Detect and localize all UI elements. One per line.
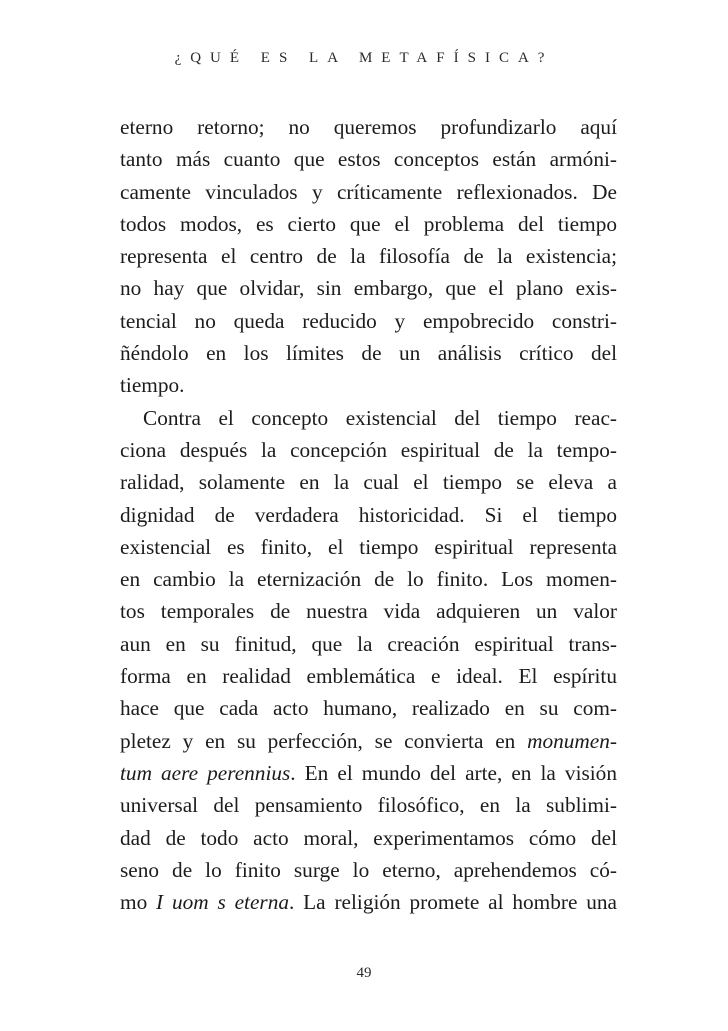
line-text: pletez y en su perfección, se convierta en	[120, 728, 528, 753]
text-line: aun en su finitud, que la creación espiritual trans-	[120, 631, 617, 656]
latin-phrase: tum aere perennius	[120, 760, 291, 785]
text-line: todos modos, es cierto que el problema del tiempo	[120, 211, 617, 236]
line-text: . La religión promete al hombre una	[289, 890, 617, 915]
text-line: ralidad, solamente en la cual el tiempo se eleva a	[120, 470, 617, 495]
text-line: tencial no queda reducido y empobrecido constri-	[120, 308, 617, 333]
running-head: ¿QUÉ ES LA METAFÍSICA?	[174, 50, 554, 66]
text-line: no hay que olvidar, sin embargo, que el plano exis-	[120, 276, 617, 301]
text-line	[120, 725, 617, 757]
italic-phrase: I uom s eterna	[156, 890, 290, 915]
page-number: 49	[356, 965, 372, 981]
text-line	[120, 886, 617, 918]
text-line: representa el centro de la filosofía de la existencia;	[120, 244, 617, 269]
text-line: camente vinculados y críticamente reflexionados. De	[120, 179, 617, 204]
text-line: dignidad de verdadera historicidad. Si el tiempo	[120, 502, 617, 527]
text-line: universal del pensamiento filosófico, en la sublimi-	[120, 793, 617, 818]
latin-phrase: monumen-	[527, 728, 617, 753]
text-line: existencial es finito, el tiempo espiritual representa	[120, 534, 617, 559]
text-line: seno de lo finito surge lo eterno, aprehendemos có-	[120, 857, 617, 882]
text-line	[120, 757, 617, 789]
text-line: ñéndolo en los límites de un análisis crítico del	[120, 341, 617, 366]
text-line: tanto más cuanto que estos conceptos están armóni-	[120, 147, 617, 172]
text-line: dad de todo acto moral, experimentamos cómo del	[120, 825, 617, 850]
text-line: en cambio la eternización de lo finito. Los momen-	[120, 567, 617, 592]
text-line: hace que cada acto humano, realizado en su com-	[120, 696, 617, 721]
paragraph-end-line: tiempo.	[120, 373, 185, 398]
text-line: forma en realidad emblemática e ideal. El espíritu	[120, 664, 617, 689]
text-line: ciona después la concepción espiritual de la tempo-	[120, 437, 617, 462]
line-text: mo	[120, 890, 157, 915]
paragraph-start-line: Contra el concepto existencial del tiempo reac-	[143, 405, 617, 430]
body-text	[120, 111, 617, 918]
text-line: tos temporales de nuestra vida adquieren un valor	[120, 599, 617, 624]
text-line: eterno retorno; no queremos profundizarlo aquí	[120, 115, 617, 139]
line-text: . En el mundo del arte, en la visión	[290, 760, 617, 785]
